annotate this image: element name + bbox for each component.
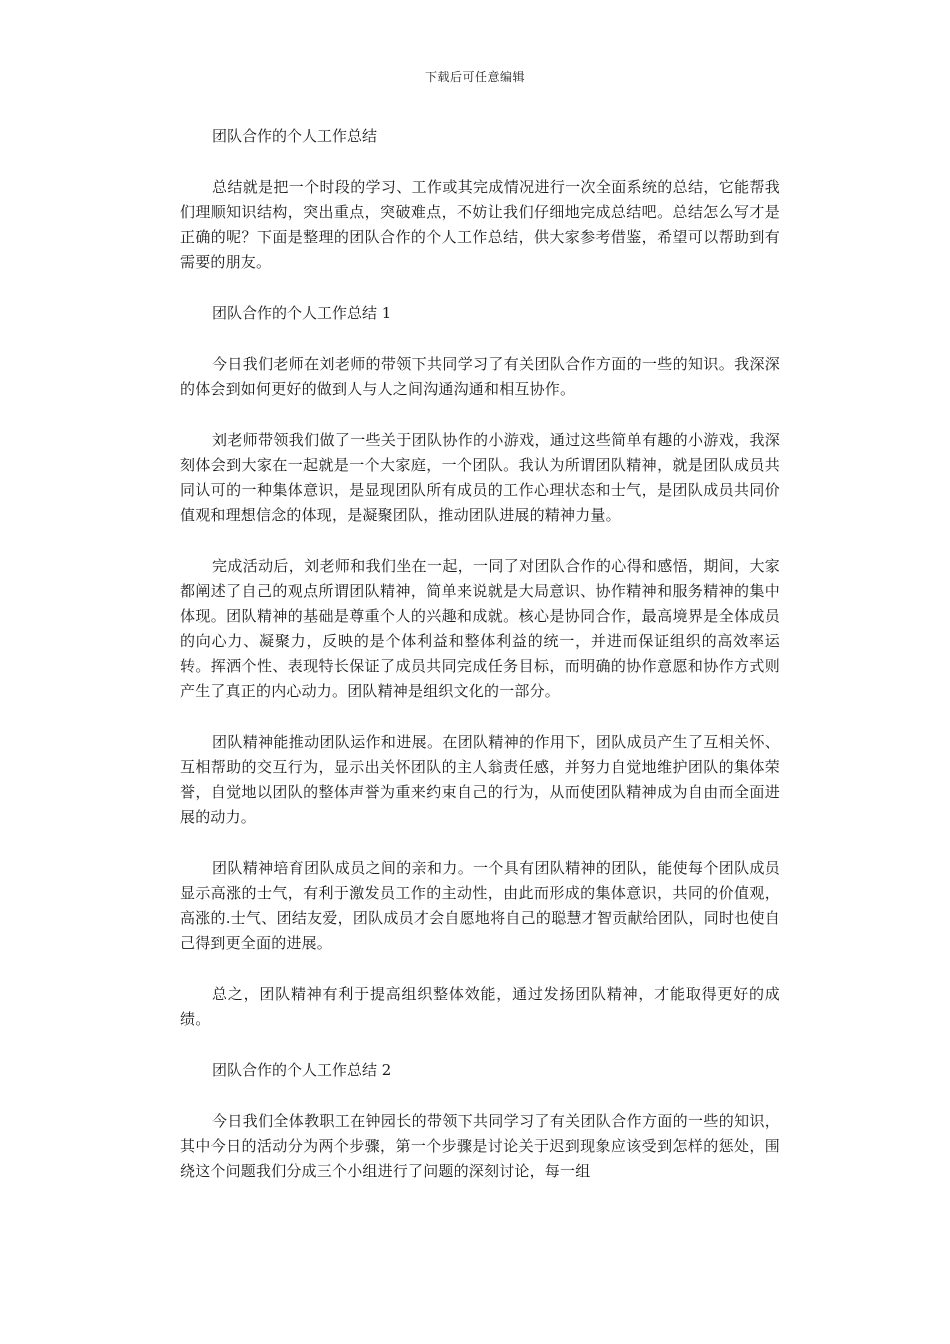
section-2-heading: 团队合作的个人工作总结 2 — [212, 1061, 392, 1079]
section-1-paragraph-2: 刘老师带领我们做了一些关于团队协作的小游戏，通过这些简单有趣的小游戏，我深刻体会到大家在一起就是一个大家庭，一个团队。我认为所谓团队精神，就是团队成员共同认可的一种集体意识，是显现团队所有成员的工作心理状态和士气，是团队成员共同价值观和理想信念的体现，是凝聚团队，推动团队进展的精神力量。 — [180, 431, 780, 524]
section-1-heading: 团队合作的个人工作总结 1 — [212, 304, 392, 322]
section-1-paragraph-3: 完成活动后，刘老师和我们坐在一起，一同了对团队合作的心得和感悟，期间，大家都阐述了自己的观点所谓团队精神，简单来说就是大局意识、协作精神和服务精神的集中体现。团队精神的基础是尊重个人的兴趣和成就。核心是协同合作，最高境界是全体成员的向心力、凝聚力，反映的是个体利益和整体利益的统一，并进而保证组织的高效率运转。挥洒个性、表现特长保证了成员共同完成任务目标，而明确的协作意愿和协作方式则产生了真正的内心动力。团队精神是组织文化的一部分。 — [180, 557, 780, 700]
page-header-note: 下载后可任意编辑 — [424, 70, 525, 84]
document-body — [180, 124, 780, 1210]
section-1-paragraph-6: 总之，团队精神有利于提高组织整体效能，通过发扬团队精神，才能取得更好的成绩。 — [180, 985, 780, 1028]
section-1-paragraph-1: 今日我们老师在刘老师的带领下共同学习了有关团队合作方面的一些的知识。我深深的体会到如何更好的做到人与人之间沟通沟通和相互协作。 — [180, 355, 780, 398]
section-1-paragraph-5: 团队精神培育团队成员之间的亲和力。一个具有团队精神的团队，能使每个团队成员显示高涨的士气，有利于激发员工作的主动性，由此而形成的集体意识，共同的价值观，高涨的.士气、团结友爱，团队成员才会自愿地将自己的聪慧才智贡献给团队，同时也使自己得到更全面的进展。 — [180, 859, 780, 952]
section-1-paragraph-4: 团队精神能推动团队运作和进展。在团队精神的作用下，团队成员产生了互相关怀、互相帮助的交互行为，显示出关怀团队的主人翁责任感，并努力自觉地维护团队的集体荣誉，自觉地以团队的整体声誉为重来约束自己的行为，从而使团队精神成为自由而全面进展的动力。 — [180, 733, 780, 826]
section-2-paragraph-1: 今日我们全体教职工在钟园长的带领下共同学习了有关团队合作方面的一些的知识，其中今日的活动分为两个步骤，第一个步骤是讨论关于迟到现象应该受到怎样的惩处，围绕这个问题我们分成三个小组进行了问题的深刻讨论，每一组 — [180, 1112, 780, 1180]
document-title: 团队合作的个人工作总结 — [212, 127, 378, 145]
intro-paragraph: 总结就是把一个时段的学习、工作或其完成情况进行一次全面系统的总结，它能帮我们理顺知识结构，突出重点，突破难点，不妨让我们仔细地完成总结吧。总结怎么写才是正确的呢？下面是整理的团队合作的个人工作总结，供大家参考借鉴，希望可以帮助到有需要的朋友。 — [180, 178, 780, 271]
